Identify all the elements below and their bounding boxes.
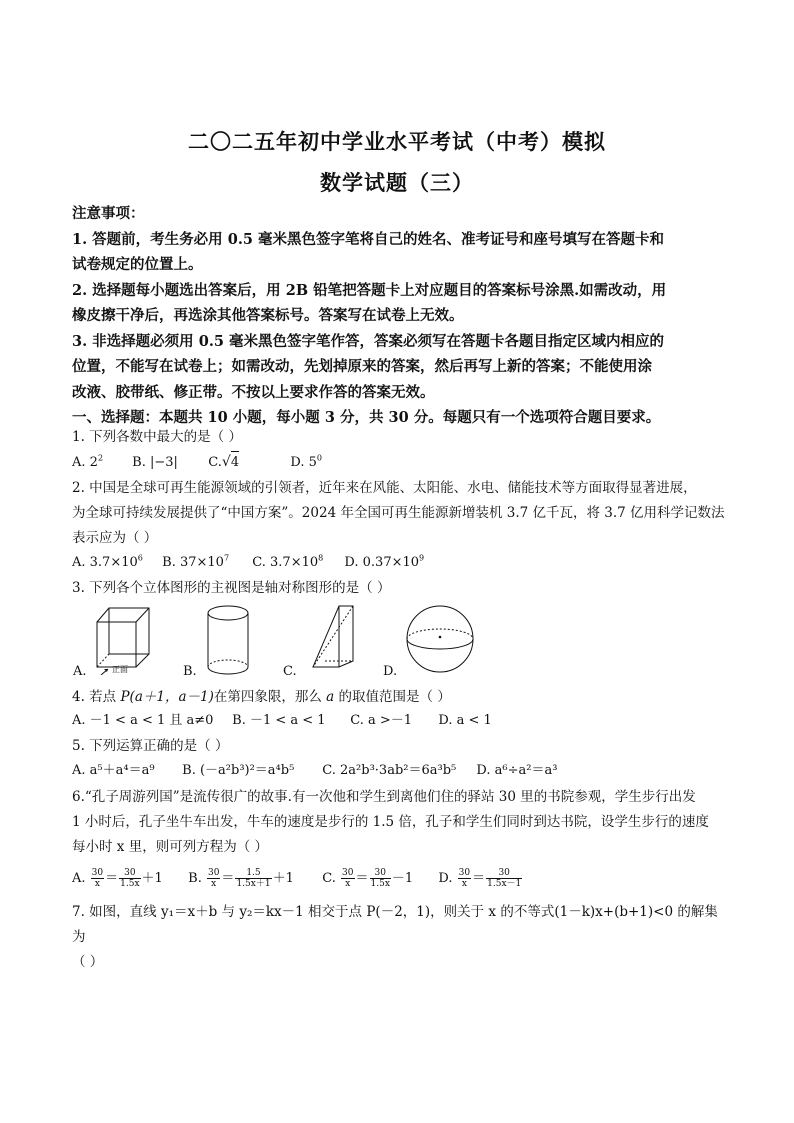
question-5-options bbox=[72, 760, 728, 782]
option-b: B. $37\times 10^7$ bbox=[162, 553, 230, 570]
section-heading: 一、选择题：本题共 10 小题，每小题 3 分，共 30 分。每题只有一个选项符合题目要求。 bbox=[72, 409, 661, 426]
question-3-stem: 3. 下列各个立体图形的主视图是轴对称图形的是（ ） bbox=[72, 580, 391, 596]
option-b: B. －1 < a < 1 bbox=[232, 713, 326, 728]
option-b: B. (－a²b³)²＝a⁴b⁵ bbox=[182, 763, 295, 778]
notice-line: 1. 答题前，考生务必用 0.5 毫米黑色签字笔将自己的姓名、准考证号和座号填写在答题卡和 bbox=[72, 230, 665, 248]
option-d: D. a⁶÷a²＝a³ bbox=[476, 763, 558, 778]
option-c: C. bbox=[283, 664, 297, 679]
option-d: D. a < 1 bbox=[438, 713, 492, 728]
notice-heading: 注意事项： bbox=[72, 205, 145, 222]
option-b: B. bbox=[183, 664, 197, 679]
option-c: C.√4 bbox=[208, 451, 286, 474]
question-2-options bbox=[72, 552, 728, 574]
notice-line: 试卷规定的位置上。 bbox=[72, 256, 203, 273]
question-4-stem: 4. 若点 P(a＋1，a－1)在第四象限，那么 a 的取值范围是（ ） bbox=[72, 689, 451, 705]
question-7-stem: 7. 如图，直线 y₁＝x＋b 与 y₂＝kx－1 相交于点 P(－2，1)，则关于 x 的不等式(1－k)x+(b+1)<0 的解集为 （ ） bbox=[72, 904, 718, 970]
option-b: B. |−3| bbox=[132, 455, 178, 470]
option-c: C. 2a²b³·3ab²＝6a³b⁵ bbox=[322, 763, 457, 778]
question-6-options bbox=[72, 866, 728, 892]
option-a: A. a⁵＋a⁴＝a⁹ bbox=[72, 763, 155, 778]
front-view-label: 正面 bbox=[112, 665, 128, 674]
option-a: A. －1 < a < 1 且 a≠0 bbox=[72, 713, 214, 728]
prism-figure bbox=[305, 603, 361, 677]
option-d: D. $0.37\times 10^9$ bbox=[344, 553, 425, 570]
question-1-stem: 1. 下列各数中最大的是（ ） bbox=[72, 429, 242, 445]
exam-subtitle: 数学试题（三） bbox=[320, 170, 474, 195]
option-d: D. bbox=[383, 664, 398, 679]
notice-block bbox=[72, 201, 728, 431]
notice-line: 橡皮擦干净后，再选涂其他答案标号。答案写在试卷上无效。 bbox=[72, 307, 464, 324]
cylinder-figure bbox=[202, 603, 254, 677]
option-d: D. $\frac{30}{x}$ ＝ $\frac{30}{1.5x-1}$ bbox=[438, 868, 522, 889]
question-6-stem: 6.“孔子周游列国”是流传很广的故事.有一次他和学生到离他们住的驿站 30 里的书院参观，学生步行出发 1 小时后，孔子坐牛车出发，牛车的速度是步行的 1.5 倍，孔子和学生们同时到达书院，设学生步行的速度 每小时 x 里，则可列方程为（ ） bbox=[72, 789, 709, 855]
exam-title: 二〇二五年初中学业水平考试（中考）模拟 bbox=[188, 129, 606, 154]
option-a: A. $2^2$ bbox=[72, 453, 104, 470]
notice-line: 3. 非选择题必须用 0.5 毫米黑色签字笔作答，答案必须写在答题卡各题目指定区域内相应的 bbox=[72, 332, 665, 350]
notice-line: 改液、胶带纸、修正带。不按以上要求作答的答案无效。 bbox=[72, 383, 435, 401]
option-a: A. bbox=[73, 664, 87, 679]
sphere-figure bbox=[402, 603, 478, 675]
question-4-options bbox=[72, 710, 728, 732]
option-c: C. $\frac{30}{x}$ ＝ $\frac{30}{1.5x}$ －1 bbox=[322, 868, 414, 889]
option-c: C. a >－1 bbox=[350, 713, 413, 728]
option-a: A. $3.7\times 10^6$ bbox=[72, 553, 143, 570]
notice-line: 2. 选择题每小题选出答案后，用 2B 铅笔把答题卡上对应题目的答案标号涂黑.如需改动，用 bbox=[72, 281, 667, 299]
question-2-stem: 2. 中国是全球可再生能源领域的引领者，近年来在风能、太阳能、水电、储能技术等方面取得显著进展， 为全球可持续发展提供了“中国方案”。2024 年全国可再生能源新增装机 3.7 亿千瓦，将 3.7 亿用科学记数法 表示应为（ ） bbox=[72, 480, 725, 546]
question-5-stem: 5. 下列运算正确的是（ ） bbox=[72, 738, 229, 754]
option-a: A. $\frac{30}{x}$ ＝ $\frac{30}{1.5x}$ ＋1 bbox=[72, 868, 163, 889]
notice-line: 位置，不能写在试卷上；如需改动，先划掉原来的答案，然后再写上新的答案；不能使用涂 bbox=[72, 358, 652, 375]
option-b: B. $\frac{30}{x}$ ＝ $\frac{1.5}{1.5x+1}$ ＋1 bbox=[188, 868, 294, 889]
question-1-options bbox=[72, 451, 728, 474]
option-c: C. $3.7\times 10^8$ bbox=[252, 553, 324, 570]
option-d: D. $5^0$ bbox=[290, 453, 323, 470]
